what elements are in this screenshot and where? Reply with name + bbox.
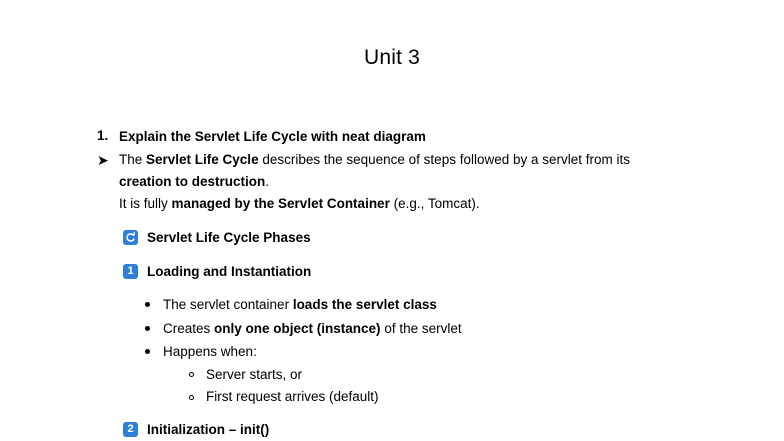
intro-term: Servlet Life Cycle [146, 152, 259, 167]
intro-line-2: creation to destruction. [119, 174, 270, 189]
question-number: 1. [97, 128, 109, 143]
phase-1-badge: 1 [123, 264, 138, 279]
phase-1-sub-1: Server starts, or [206, 367, 303, 382]
phase-1-sub-2: First request arrives (default) [206, 389, 379, 404]
bullet-dot [145, 349, 150, 354]
bullet-dot [145, 326, 150, 331]
question-text: Explain the Servlet Life Cycle with neat diagram [119, 129, 426, 144]
phase-1-bullet-3: Happens when: [163, 344, 257, 359]
arrow-bullet-icon: ➤ [97, 152, 109, 168]
sub-bullet-circle [189, 372, 194, 377]
phase-1-bullet-1: The servlet container loads the servlet class [163, 297, 437, 312]
phase-2-badge: 2 [123, 422, 138, 437]
phase-2-title: Initialization – init() [147, 422, 270, 437]
page-title: Unit 3 [363, 46, 421, 69]
intro-line-3: It is fully managed by the Servlet Container (e.g., Tomcat). [119, 196, 480, 211]
intro-line-1: The Servlet Life Cycle describes the sequence of steps followed by a servlet from its [119, 152, 631, 167]
bullet-dot [145, 302, 150, 307]
phases-heading: Servlet Life Cycle Phases [147, 230, 311, 245]
phase-1-title: Loading and Instantiation [147, 264, 312, 279]
sub-bullet-circle [189, 395, 194, 400]
cycle-icon [123, 230, 138, 245]
phase-1-bullet-2: Creates only one object (instance) of the servlet [163, 321, 462, 336]
